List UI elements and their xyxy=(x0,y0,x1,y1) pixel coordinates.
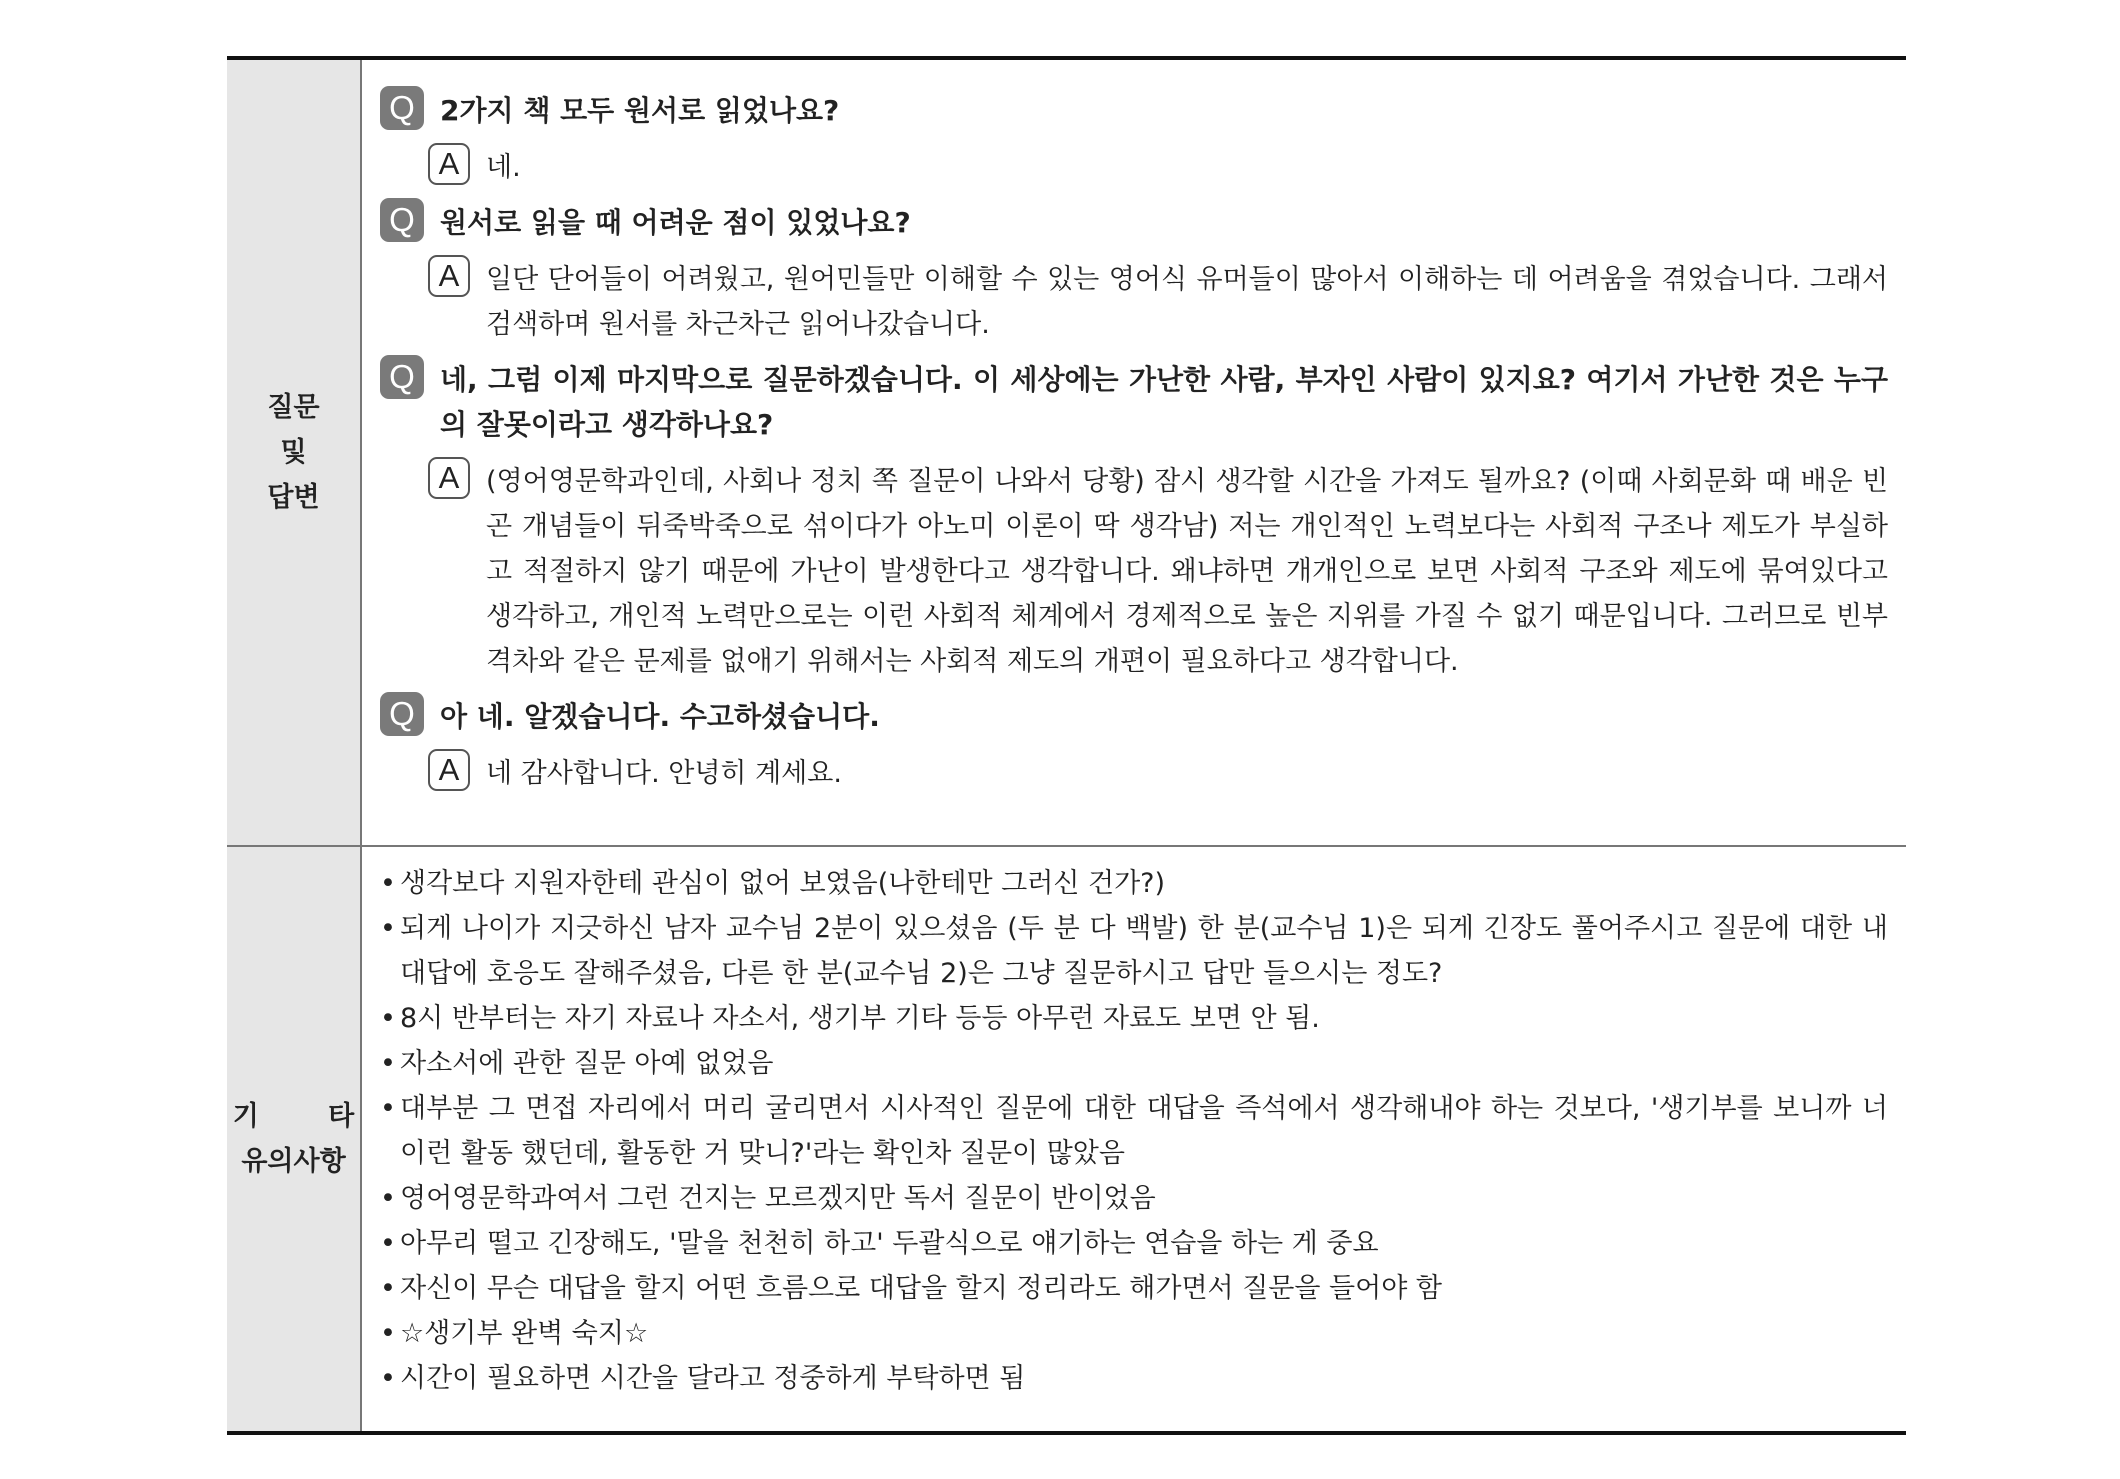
answer-badge: A xyxy=(428,143,470,185)
answer-badge: A xyxy=(428,749,470,791)
notes-label-line: 기 타 xyxy=(232,1101,385,1132)
qa-label-line: 및 xyxy=(280,437,307,468)
question-text: 원서로 읽을 때 어려운 점이 있었나요? xyxy=(440,206,911,239)
answer-text: 일단 단어들이 어려웠고, 원어민들만 이해할 수 있는 영어식 유머들이 많아서 이해하는 데 어려움을 겪었습니다. 그래서 검색하며 원서를 차근차근 읽어나갔습니다. xyxy=(486,264,1888,340)
question-text: 아 네. 알겠습니다. 수고하셨습니다. xyxy=(440,700,880,733)
question-item xyxy=(380,86,1888,133)
answer-item xyxy=(428,749,1888,796)
answer-text: 네. xyxy=(486,152,521,183)
qa-row xyxy=(227,60,1906,847)
note-item: • ☆생기부 완벽 숙지☆ xyxy=(380,1311,1888,1356)
answer-item xyxy=(428,143,1888,190)
qa-label-line: 답변 xyxy=(267,482,320,513)
qa-section-label xyxy=(227,60,362,845)
note-item: • 영어영문학과여서 그런 건지는 모르겠지만 독서 질문이 반이었음 xyxy=(380,1176,1888,1221)
question-item xyxy=(380,198,1888,245)
answer-text: 네 감사합니다. 안녕히 계세요. xyxy=(486,758,842,789)
answer-badge: A xyxy=(428,457,470,499)
note-item: • 되게 나이가 지긋하신 남자 교수님 2분이 있으셨음 (두 분 다 백발) 한 분(교수님 1)은 되게 긴장도 풀어주시고 질문에 대한 내 대답에 호응도 잘해주셨음, 다른 한 분(교수님 2)은 그냥 질문하시고 답만 들으시는 정도? xyxy=(380,906,1888,996)
answer-item xyxy=(428,255,1888,347)
question-badge: Q xyxy=(380,198,424,242)
note-item: • 아무리 떨고 긴장해도, '말을 천천히 하고' 두괄식으로 얘기하는 연습을 하는 게 중요 xyxy=(380,1221,1888,1266)
note-item: • 8시 반부터는 자기 자료나 자소서, 생기부 기타 등등 아무런 자료도 보면 안 됨. xyxy=(380,996,1888,1041)
notes-list xyxy=(380,861,1888,1401)
question-item xyxy=(380,692,1888,739)
answer-item xyxy=(428,457,1888,684)
notes-row xyxy=(227,847,1906,1431)
note-item: • 자신이 무슨 대답을 할지 어떤 흐름으로 대답을 할지 정리라도 해가면서 질문을 들어야 함 xyxy=(380,1266,1888,1311)
question-item xyxy=(380,355,1888,447)
interview-table xyxy=(227,56,1906,1435)
question-text: 네, 그럼 이제 마지막으로 질문하겠습니다. 이 세상에는 가난한 사람, 부자인 사람이 있지요? 여기서 가난한 것은 누구의 잘못이라고 생각하나요? xyxy=(440,363,1888,441)
note-item: • 시간이 필요하면 시간을 달라고 정중하게 부탁하면 됨 xyxy=(380,1356,1888,1401)
answer-badge: A xyxy=(428,255,470,297)
question-text: 2가지 책 모두 원서로 읽었나요? xyxy=(440,94,840,127)
note-item: • 대부분 그 면접 자리에서 머리 굴리면서 시사적인 질문에 대한 대답을 즉석에서 생각해내야 하는 것보다, '생기부를 보니까 너 이런 활동 했던데, 활동한 거 맞니?'라는 확인차 질문이 많았음 xyxy=(380,1086,1888,1176)
note-item: • 자소서에 관한 질문 아예 없었음 xyxy=(380,1041,1888,1086)
note-item: • 생각보다 지원자한테 관심이 없어 보였음(나한테만 그러신 건가?) xyxy=(380,861,1888,906)
question-badge: Q xyxy=(380,86,424,130)
notes-content xyxy=(362,847,1906,1431)
question-badge: Q xyxy=(380,355,424,399)
qa-content xyxy=(362,60,1906,845)
question-badge: Q xyxy=(380,692,424,736)
notes-section-label xyxy=(227,847,385,1431)
answer-text: (영어영문학과인데, 사회나 정치 쪽 질문이 나와서 당황) 잠시 생각할 시간을 가져도 될까요? (이때 사회문화 때 배운 빈곤 개념들이 뒤죽박죽으로 섞이다가 아노미 이론이 딱 생각남) 저는 개인적인 노력보다는 사회적 구조나 제도가 부실하고 적절하지 않기 때문에 가난이 발생한다고 생각합니다. 왜냐하면 개개인으로 보면 사회적 구조와 제도에 묶여있다고 생각하고, 개인적 노력만으로는 이런 사회적 체계에서 경제적으로 높은 지위를 가질 수 없기 때문입니다. 그러므로 빈부 격차와 같은 문제를 없애기 위해서는 사회적 제도의 개편이 필요하다고 생각합니다. xyxy=(486,466,1888,677)
notes-label-line: 유의사항 xyxy=(241,1146,346,1177)
qa-label-line: 질문 xyxy=(267,392,320,423)
